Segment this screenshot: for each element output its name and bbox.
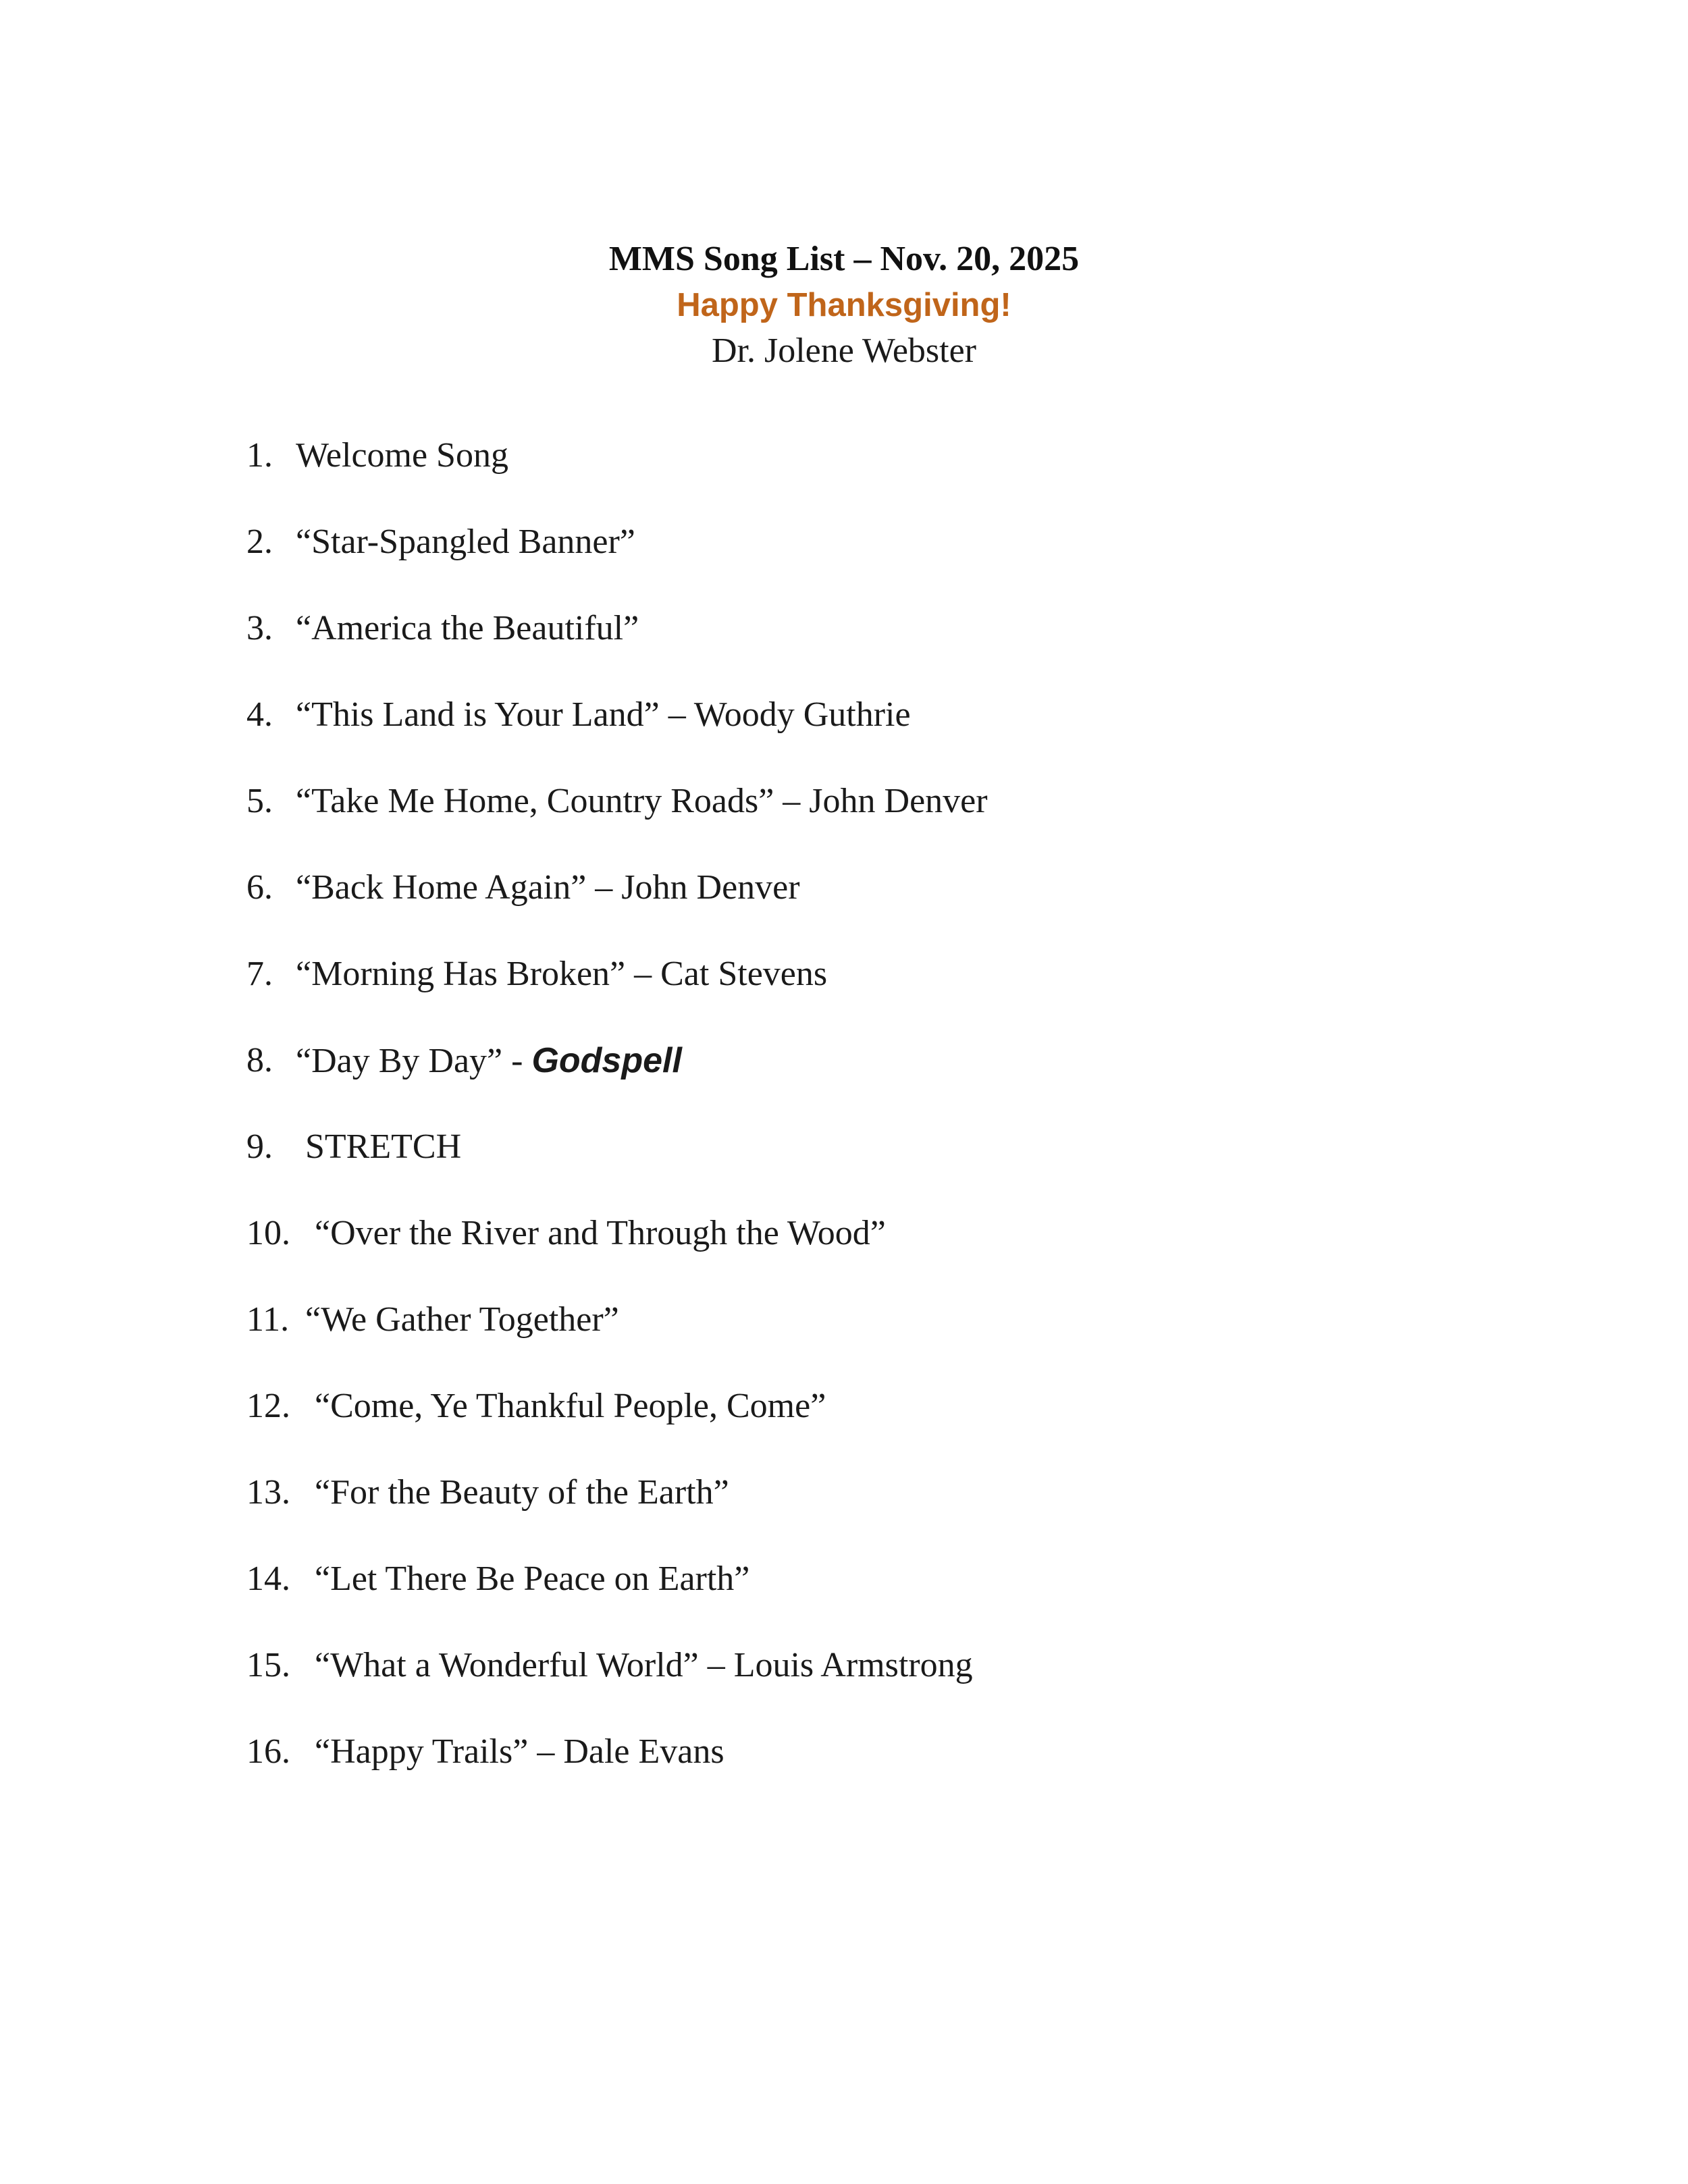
page-title: MMS Song List – Nov. 20, 2025 xyxy=(608,240,1080,278)
song-number: 6. xyxy=(246,868,273,907)
musical-title: Godspell xyxy=(531,1041,682,1080)
song-title: “Star-Spangled Banner” xyxy=(296,523,635,561)
holiday-greeting: Happy Thanksgiving! xyxy=(677,287,1011,323)
song-item xyxy=(0,518,1688,566)
song-item xyxy=(0,1037,1688,1084)
song-item xyxy=(0,1123,1688,1171)
song-item xyxy=(0,951,1688,998)
song-title: “Back Home Again” – John Denver xyxy=(296,868,800,907)
song-title: “For the Beauty of the Earth” xyxy=(315,1473,729,1512)
song-item xyxy=(0,432,1688,479)
song-number: 2. xyxy=(246,523,273,561)
song-item xyxy=(0,691,1688,739)
song-title: “Happy Trails” – Dale Evans xyxy=(315,1732,724,1771)
song-number: 7. xyxy=(246,955,273,993)
song-number: 8. xyxy=(246,1041,273,1080)
song-item xyxy=(0,1210,1688,1257)
song-number: 9. xyxy=(246,1127,273,1166)
song-title xyxy=(296,1037,682,1085)
song-item xyxy=(0,605,1688,652)
song-item xyxy=(0,864,1688,911)
author-name: Dr. Jolene Webster xyxy=(712,331,976,370)
song-title: “Take Me Home, Country Roads” – John Denver xyxy=(296,782,988,820)
song-number: 16. xyxy=(246,1732,290,1771)
song-number: 15. xyxy=(246,1646,290,1684)
document-header xyxy=(0,236,1688,374)
song-number: 10. xyxy=(246,1214,290,1252)
song-number: 12. xyxy=(246,1387,290,1425)
song-item xyxy=(0,1728,1688,1776)
song-title: “This Land is Your Land” – Woody Guthrie xyxy=(296,695,911,734)
song-number: 3. xyxy=(246,609,273,647)
song-title: “Morning Has Broken” – Cat Stevens xyxy=(296,955,828,993)
song-title: “Let There Be Peace on Earth” xyxy=(315,1560,750,1598)
song-title: “What a Wonderful World” – Louis Armstrong xyxy=(315,1646,973,1684)
song-item xyxy=(0,1469,1688,1516)
song-number: 1. xyxy=(246,436,273,475)
song-title: “America the Beautiful” xyxy=(296,609,639,647)
song-title: Welcome Song xyxy=(296,436,508,475)
song-number: 5. xyxy=(246,782,273,820)
song-title: “Over the River and Through the Wood” xyxy=(315,1214,886,1252)
song-title: “Come, Ye Thankful People, Come” xyxy=(315,1387,826,1425)
song-title-text: “Day By Day” - xyxy=(296,1042,532,1080)
song-item xyxy=(0,1383,1688,1430)
song-item xyxy=(0,778,1688,825)
song-title: STRETCH xyxy=(305,1127,462,1166)
song-title: “We Gather Together” xyxy=(305,1300,619,1339)
song-item xyxy=(0,1642,1688,1689)
song-number: 4. xyxy=(246,695,273,734)
song-item xyxy=(0,1296,1688,1343)
song-number: 14. xyxy=(246,1560,290,1598)
song-number: 13. xyxy=(246,1473,290,1512)
song-item xyxy=(0,1555,1688,1603)
song-number: 11. xyxy=(246,1300,290,1339)
